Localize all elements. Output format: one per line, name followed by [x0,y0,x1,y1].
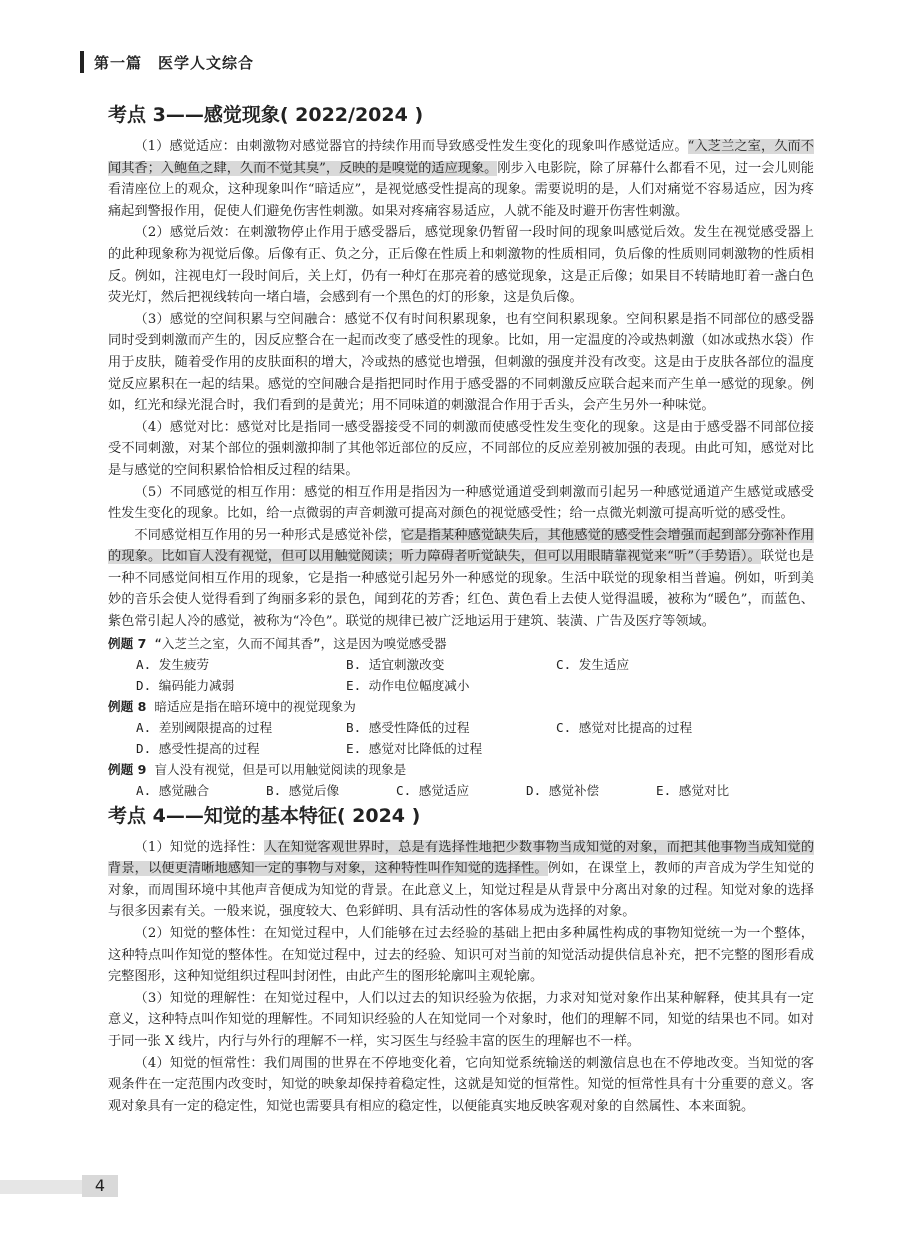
text: （1）感觉适应：由刺激物对感觉器官的持续作用而导致感受性发生变化的现象叫作感觉适应。 [134,139,688,154]
option-c: C. 感觉对比提高的过程 [556,719,693,735]
option-d: D. 感受性提高的过程 [136,740,260,756]
header-bar [80,51,84,73]
option-e: E. 动作电位幅度减小 [346,677,470,693]
highlighted-text: 人在知觉客观世界时，总是有选择性地把少数事物当成知觉的对象，而把其他事物当成知觉的背景，以便更清晰地感知一定的事物与对象，这种特性叫作知觉的选择性。 [108,839,815,877]
header-title: 第一篇 医学人文综合 [94,53,255,72]
question-7 [108,633,814,696]
option-d: D. 编码能力减弱 [136,677,235,693]
page-number: 4 [82,1175,118,1197]
option-e: E. 感觉对比降低的过程 [346,740,483,756]
paragraph-compensation [108,525,814,633]
option-d: D. 感觉补偿 [526,782,600,798]
paragraph-understanding: （3）知觉的理解性：在知觉过程中，人们以过去的知识经验为依据，力求对知觉对象作出某种解释，使其具有一定意义，这种特点叫作知觉的理解性。不同知识经验的人在知觉同一个对象时，他们的理解不同，知觉的结果也不同。如对于同一张 X 线片，内行与外行的理解不一样，实习医生与经验丰富的医生的理解也不一样。 [108,990,814,1049]
question-stem: “入芝兰之室，久而不闻其香”，这是因为嗅觉感受器 [154,635,447,651]
option-c: C. 发生适应 [556,656,630,672]
paragraph-sensory-adaptation [108,136,814,222]
text: 例如，在课堂上，教师的声音成为学生知觉的对象，而周围环境中其他声音便成为知觉的背景。在此意义上，知觉过程是从背景中分离出对象的过程。知觉对象的选择与很多因素有关。一般来说，强度较大、色彩鲜明、具有活动性的客体易成为选择的对象。 [108,861,815,920]
option-b: B. 感受性降低的过程 [346,719,470,735]
paragraph-selectivity [108,837,814,923]
paragraph-aftereffect: （2）感觉后效：在刺激物停止作用于感受器后，感觉现象仍暂留一段时间的现象叫感觉后效。发生在视觉感受器上的此种现象称为视觉后像。后像有正、负之分，正后像在性质上和刺激物的性质相同，负后像的性质则同刺激物的性质相反。例如，注视电灯一段时间后，关上灯，仍有一种灯在那亮着的感觉现象，这是正后像；如果目不转睛地盯着一盏白色荧光灯，然后把视线转向一堵白墙，会感到有一个黑色的灯的形象，这是负后像。 [108,225,814,306]
text: 联觉也是一种不同感觉间相互作用的现象，它是指一种感觉引起另外一种感觉的现象。生活中联觉的现象相当普遍。例如，听到美妙的音乐会使人觉得看到了绚丽多彩的景色，闻到花的芳香；红色、黄色看上去使人觉得温暖，被称为“暖色”，而蓝色、紫色常引起人冷的感觉，被称为“冷色”。联觉的规律已被广泛地运用于建筑、装潢、广告及医疗等领域。 [108,549,815,630]
question-stem: 盲人没有视觉，但是可以用触觉阅读的现象是 [154,761,407,777]
question-label: 例题 7 [108,635,147,651]
highlighted-text: “入芝兰之室，久而不闻其香；入鲍鱼之肆，久而不觉其臭”，反映的是嗅觉的适应现象。 [108,139,814,176]
option-a: A. 感觉融合 [136,782,210,798]
question-label: 例题 9 [108,761,147,777]
paragraph-sensory-contrast: （4）感觉对比：感觉对比是指同一感受器接受不同的刺激而使感受性发生变化的现象。这是由于感受器不同部位接受不同刺激，对某个部位的强刺激抑制了其他邻近部位的反应，不同部位的反应差别被加强的表现。由此可知，感觉对比是与感觉的空间积累恰恰相反过程的结果。 [108,419,814,478]
text: 不同感觉相互作用的另一种形式是感觉补偿， [134,527,401,543]
section-4-title: 考点 4——知觉的基本特征( 2024 ) [108,804,421,827]
paragraph-integrity: （2）知觉的整体性：在知觉过程中，人们能够在过去经验的基础上把由多种属性构成的事物知觉统一为一个整体，这种特点叫作知觉的整体性。在知觉过程中，过去的经验、知识可对当前的知觉活动提供信息补充，把不完整的图形看成完整图形，这种知觉组织过程叫封闭性，由此产生的图形轮廓叫主观轮廓。 [108,926,814,985]
question-label: 例题 8 [108,698,147,714]
option-c: C. 感觉适应 [396,782,470,798]
page-content [108,100,814,1117]
question-stem: 暗适应是指在暗环境中的视觉现象为 [154,698,356,714]
question-8 [108,696,814,759]
text: 刚步入电影院，除了屏幕什么都看不见，过一会儿则能看清座位上的观众，这种现象叫作“暗适应”，是视觉感受性提高的现象。需要说明的是，人们对痛觉不容易适应，因为疼痛起到警报作用，促使人们避免伤害性刺激。如果对疼痛容易适应，人就不能及时避开伤害性刺激。 [108,160,814,219]
section-3-title: 考点 3——感觉现象( 2022/2024 ) [108,104,424,126]
option-b: B. 适宜刺激改变 [346,656,445,672]
option-e: E. 感觉对比 [656,782,730,798]
paragraph-sensory-interaction: （5）不同感觉的相互作用：感觉的相互作用是指因为一种感觉通道受到刺激而引起另一种感觉通道产生感觉或感受性发生变化的现象。比如，给一点微弱的声音刺激可提高对颜色的视觉感受性；给一点微光刺激可提高听觉的感受性。 [108,484,814,522]
option-a: A. 发生疲劳 [136,656,210,672]
highlighted-text: 它是指某种感觉缺失后，其他感觉的感受性会增强而起到部分弥补作用的现象。比如盲人没有视觉，但可以用触觉阅读；听力障碍者听觉缺失，但可以用眼睛靠视觉来“听”（手势语）。 [108,527,815,565]
question-9 [108,759,814,801]
paragraph-spatial-summation: （3）感觉的空间积累与空间融合：感觉不仅有时间积累现象，也有空间积累现象。空间积累是指不同部位的感受器同时受到刺激而产生的，因反应整合在一起而改变了感受性的现象。比如，用一定温度的冷或热刺激（如冰或热水袋）作用于皮肤，随着受作用的皮肤面积的增大，冷或热的感觉也增强，但刺激的强度并没有改变。这是由于皮肤各部位的温度觉反应累积在一起的结果。感觉的空间融合是指把同时作用于感受器的不同刺激反应联合起来而产生单一感觉的现象。例如，红光和绿光混合时，我们看到的是黄光；用不同味道的刺激混合作用于舌头，会产生另外一种味觉。 [108,311,814,414]
option-a: A. 差别阈限提高的过程 [136,719,273,735]
running-header [80,50,254,74]
text: （1）知觉的选择性： [134,839,264,855]
option-b: B. 感觉后像 [266,782,340,798]
paragraph-constancy: （4）知觉的恒常性：我们周围的世界在不停地变化着，它向知觉系统输送的刺激信息也在不停地改变。当知觉的客观条件在一定范围内改变时，知觉的映象却保持着稳定性，这就是知觉的恒常性。知觉的恒常性具有十分重要的意义。客观对象具有一定的稳定性，知觉也需要具有相应的稳定性，以便能真实地反映客观对象的自然属性、本来面貌。 [108,1055,814,1114]
